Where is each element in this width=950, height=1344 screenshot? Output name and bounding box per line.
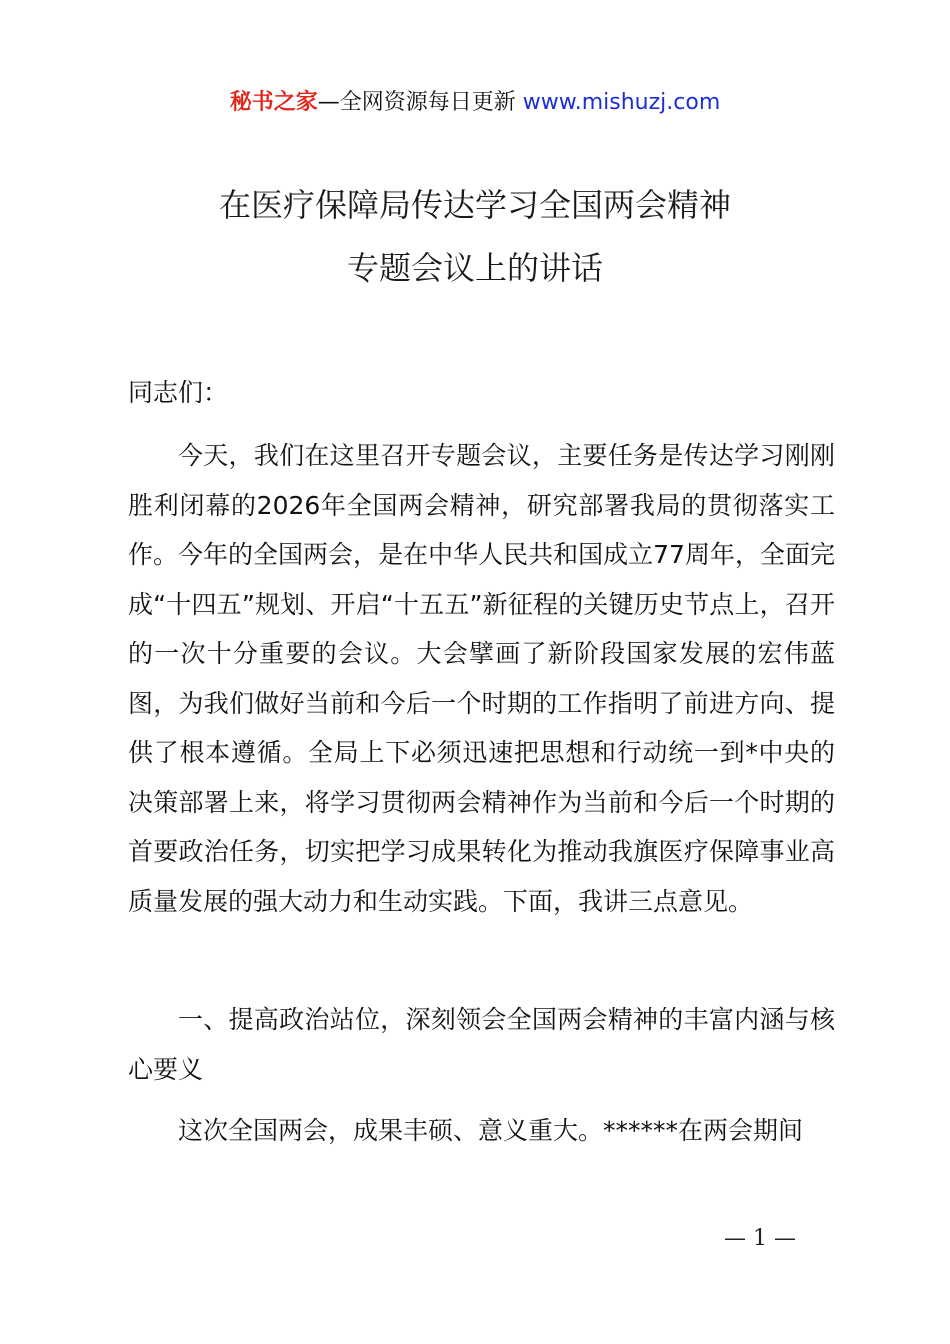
- salutation: 同志们：: [128, 378, 229, 407]
- document-title-line-2: 专题会议上的讲话: [346, 249, 603, 287]
- paragraph-intro: 今天，我们在这里召开专题会议，主要任务是传达学习刚刚胜利闭幕的2026年全国两会精神，研究部署我局的贯彻落实工作。今年的全国两会，是在中华人民共和国成立77周年，全面完成“十四五”规划、开启“十五五”新征程的关键历史节点上，召开的一次十分重要的会议。大会擘画了新阶段国家发展的宏伟蓝图，为我们做好当前和今后一个时期的工作指明了前进方向、提供了根本遵循。全局上下必须迅速把思想和行动统一到*中央的决策部署上来，将学习贯彻两会精神作为当前和今后一个时期的首要政治任务，切实把学习成果转化为推动我旗医疗保障事业高质量发展的强大动力和生动实践。下面，我讲三点意见。: [128, 441, 835, 916]
- page-number: — 1 —: [724, 1226, 796, 1251]
- site-url-link[interactable]: www.mishuzj.com: [522, 90, 721, 115]
- section-heading-1: 一、提高政治站位，深刻领会全国两会精神的丰富内涵与核心要义: [128, 1005, 835, 1084]
- document-title-line-1: 在医疗保障局传达学习全国两会精神: [218, 186, 731, 224]
- brand-name: 秘书之家: [229, 90, 318, 115]
- site-banner: [0, 86, 950, 120]
- banner-tagline: —全网资源每日更新: [317, 90, 516, 115]
- paragraph-section-1: 这次全国两会，成果丰硕、意义重大。******在两会期间: [178, 1116, 804, 1145]
